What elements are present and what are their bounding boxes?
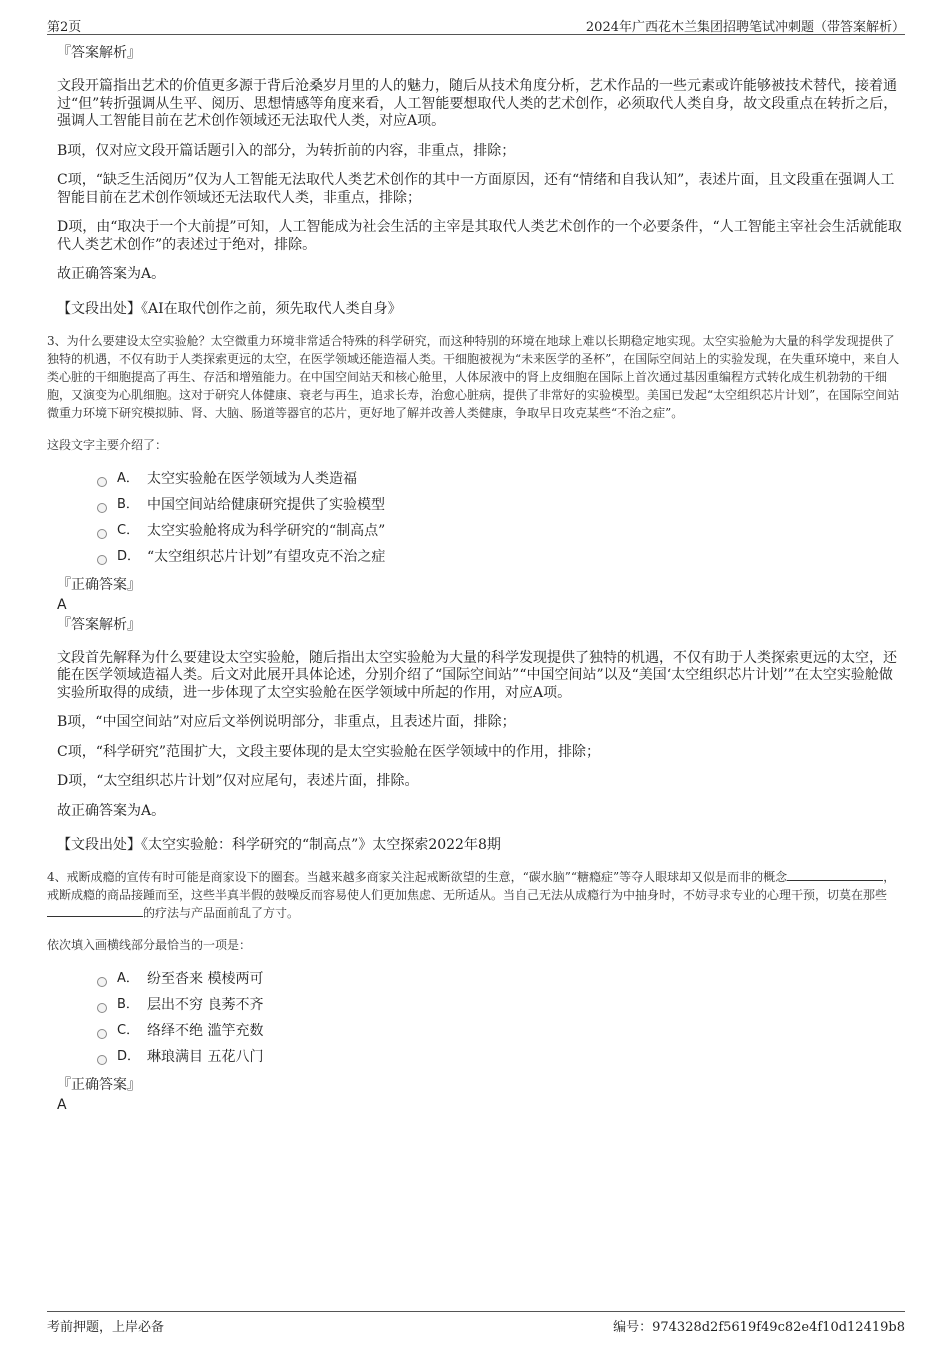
q4-option-d[interactable] (97, 1044, 905, 1070)
option-text: 络绎不绝 滥竽充数 (147, 1023, 264, 1039)
radio-icon[interactable] (97, 477, 107, 487)
radio-icon[interactable] (97, 503, 107, 513)
q2-source: 【文段出处】《AI在取代创作之前，须先取代人类自身》 (57, 300, 402, 317)
option-letter: D． (117, 548, 141, 564)
page-footer (47, 1311, 905, 1336)
radio-icon[interactable] (97, 555, 107, 565)
q3-option-c[interactable] (97, 518, 905, 544)
option-letter: B． (117, 997, 139, 1012)
q3-analysis-paragraph: 文段首先解释为什么要建设太空实验舱，随后指出太空实验舱为大量的科学发现提供了独特的机遇，不仅有助于人类探索更远的太空，还能在医学领域造福人类。后文对此展开具体论述，分别介绍了“国际空间站”“中国空间站”以及“美国‘太空组织芯片计划’”在太空实验舱做实验所取得的成绩，进一步体现了太空实验舱在医学领域中所起的作用，对应A项。 (57, 649, 897, 701)
radio-icon[interactable] (97, 1003, 107, 1013)
option-text: “太空组织芯片计划”有望攻克不治之症 (147, 548, 386, 565)
q2-analysis-paragraph: D项，由“取决于一个大前提”可知，人工智能成为社会生活的主宰是其取代人类艺术创作的一个必要条件，“人工智能主宰社会生活就能取代人类艺术创作”的表述过于绝对，排除。 (57, 219, 902, 253)
option-letter: C． (117, 1023, 140, 1038)
q4-prompt: 依次填入画横线部分最恰当的一项是： (47, 938, 252, 952)
document-title: 2024年广西花木兰集团招聘笔试冲刺题（带答案解析） (585, 20, 905, 35)
q3-question-text: 3、为什么要建设太空实验舱？太空微重力环境非常适合特殊的科学研究，而这种特别的环境在地球上难以长期稳定地实现。太空实验舱为大量的科学发现提供了独特的机遇，不仅有助于人类探索更远的太空，在医学领域还能造福人类。干细胞被视为“未来医学的圣杯”，在国际空间站上的实验发现，在失重环境中，来自人类心脏的干细胞提高了再生、存活和增殖能力。在中国空间站天和核心舱里，人体尿液中的肾上皮细胞在国际上首次通过基因重编程方式转化成生机勃勃的干细胞，又演变为心肌细胞。这对于研究人体健康、衰老与再生，追求长寿，治愈心脏病，提供了非常好的实验模型。美国已发起“太空组织芯片计划”，在国际空间站微重力环境下研究模拟肺、肾、大脑、肠道等器官的芯片，更好地了解并改善人类健康，争取早日攻克某些“不治之症”。 (47, 333, 900, 420)
option-letter: B． (117, 496, 139, 512)
q3-source: 【文段出处】《太空实验舱：科学研究的“制高点”》太空探索2022年8期 (57, 837, 501, 853)
q2-analysis-paragraph: 故正确答案为A。 (57, 266, 166, 282)
q4-option-b[interactable] (97, 992, 905, 1018)
q4-option-c[interactable] (97, 1018, 905, 1044)
radio-icon[interactable] (97, 977, 107, 987)
q4-correct-label: 『正确答案』 (57, 1077, 141, 1093)
q2-analysis-paragraph: 文段开篇指出艺术的价值更多源于背后沧桑岁月里的人的魅力，随后从技术角度分析，艺术作品的一些元素或许能够被技术替代，接着通过“但”转折强调从生平、阅历、思想情感等角度来看，人工智能要想取代人类的艺术创作，必须取代人类自身，故文段重点在转折之后，强调人工智能目前在艺术创作领域还无法取代人类，对应A项。 (57, 78, 898, 129)
q3-prompt: 这段文字主要介绍了： (47, 437, 168, 452)
q2-analysis-label: 『答案解析』 (57, 45, 141, 61)
q3-correct-answer: A (57, 596, 67, 613)
q3-correct-label: 『正确答案』 (57, 576, 141, 593)
q4-blank-1 (787, 868, 883, 881)
q3-analysis-paragraph: B项，“中国空间站”对应后文举例说明部分，非重点，且表述片面，排除； (57, 714, 516, 730)
q3-option-b[interactable] (97, 492, 905, 518)
q4-text-part1: 4、戒断成瘾的宣传有时可能是商家设下的圈套。当越来越多商家关注起戒断欲望的生意，“碳水脑”“糖瘾症”等夺人眼球却又似是而非的概念 (47, 870, 788, 884)
q4-question-text (47, 868, 905, 922)
document-id: 编号：974328d2f5619f49c82e4f10d12419b8 (613, 1320, 905, 1335)
page-number: 第2页 (47, 20, 82, 35)
q4-correct-answer: A (57, 1097, 67, 1113)
q3-option-a[interactable] (97, 466, 905, 492)
q4-options (47, 966, 905, 1070)
q3-option-d[interactable] (97, 544, 905, 570)
q4-option-a[interactable] (97, 966, 905, 992)
q4-text-part2: ，戒断成瘾的商品接踵而至，这些半真半假的鼓噪反而容易使人们更加焦虑、无所适从。当自己无法从成瘾行为中抽身时，不妨寻求专业的心理干预，切莫在那些 (47, 870, 896, 902)
option-text: 层出不穷 良莠不齐 (147, 997, 264, 1013)
q4-text-part3: 的疗法与产品面前乱了方寸。 (143, 906, 300, 920)
option-text: 琳琅满目 五花八门 (147, 1049, 264, 1065)
option-letter: A． (117, 470, 139, 486)
q3-analysis-label: 『答案解析』 (57, 616, 141, 633)
q3-analysis-paragraph: 故正确答案为A。 (57, 802, 166, 819)
q4-blank-2 (47, 904, 143, 917)
option-text: 太空实验舱将成为科学研究的“制高点” (147, 522, 386, 539)
radio-icon[interactable] (97, 529, 107, 539)
radio-icon[interactable] (97, 1055, 107, 1065)
option-letter: C． (117, 522, 140, 538)
option-text: 纷至沓来 模棱两可 (147, 971, 264, 987)
q3-analysis-paragraph: C项，“科学研究”范围扩大，文段主要体现的是太空实验舱在医学领域中的作用，排除； (57, 743, 601, 760)
footer-slogan: 考前押题，上岸必备 (47, 1320, 165, 1335)
q2-analysis-paragraph: B项，仅对应文段开篇话题引入的部分，为转折前的内容，非重点，排除； (57, 142, 516, 159)
page-header (47, 12, 905, 35)
option-text: 太空实验舱在医学领域为人类造福 (147, 470, 357, 487)
option-letter: A． (117, 971, 139, 986)
option-text: 中国空间站给健康研究提供了实验模型 (147, 496, 385, 513)
option-letter: D． (117, 1049, 141, 1064)
page-content (47, 44, 905, 1114)
q3-options (47, 466, 905, 570)
q2-analysis-paragraph: C项，“缺乏生活阅历”仅为人工智能无法取代人类艺术创作的其中一方面原因，还有“情绪和自我认知”，表述片面，且文段重在强调人工智能目前在艺术创作领域还无法取代人类，非重点，排除； (57, 172, 895, 206)
q3-analysis-paragraph: D项，“太空组织芯片计划”仅对应尾句，表述片面，排除。 (57, 773, 419, 789)
radio-icon[interactable] (97, 1029, 107, 1039)
